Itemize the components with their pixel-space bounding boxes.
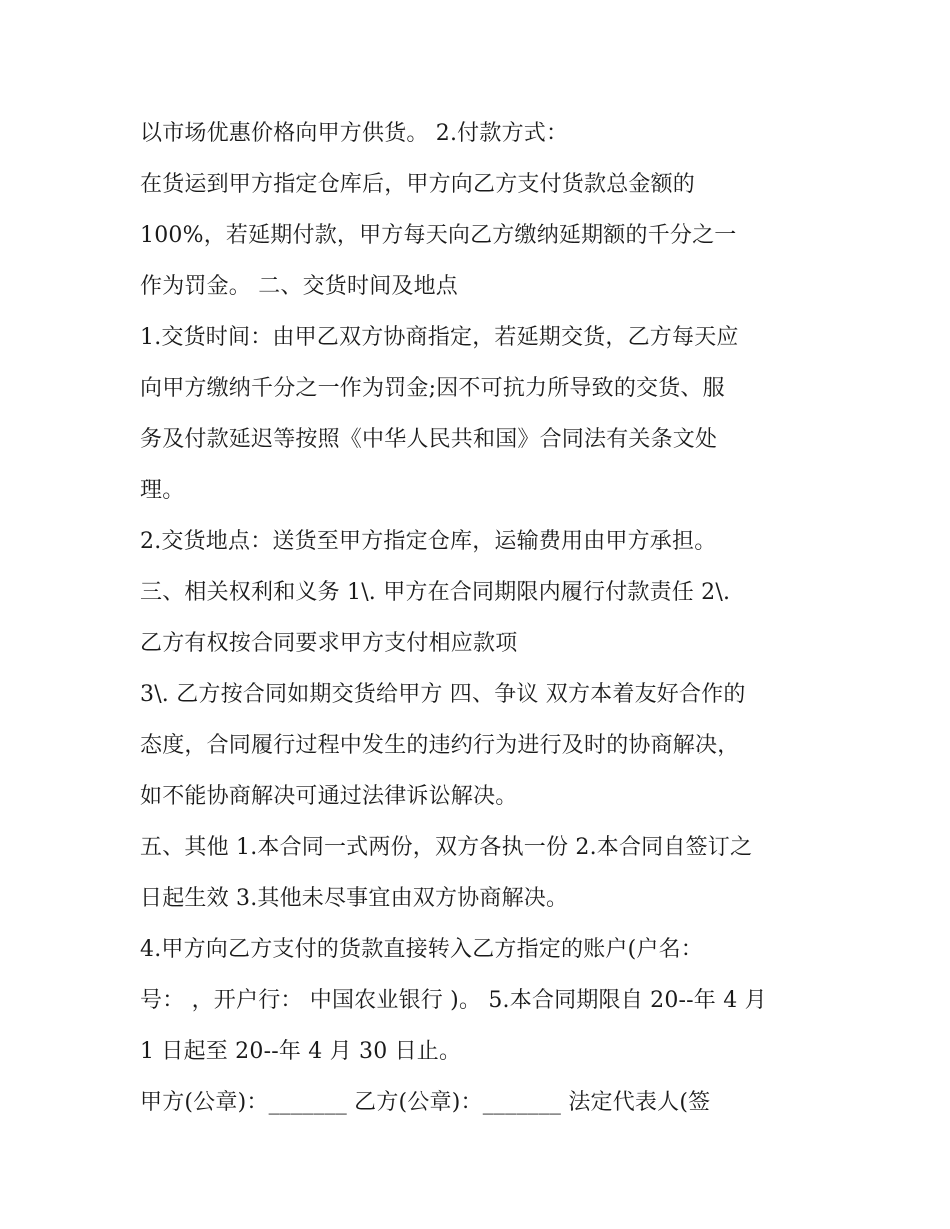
text-line: 五、其他 1.本合同一式两份，双方各执一份 2.本合同自签订之	[140, 835, 753, 860]
text-line: 乙方有权按合同要求甲方支付相应款项	[140, 631, 518, 656]
text-line: 向甲方缴纳千分之一作为罚金;因不可抗力所导致的交货、服	[140, 376, 725, 401]
text-line: 100%，若延期付款，甲方每天向乙方缴纳延期额的千分之一	[140, 223, 737, 248]
text-line: 作为罚金。 二、交货时间及地点	[140, 274, 458, 299]
text-line: 1.交货时间：由甲乙双方协商指定，若延期交货，乙方每天应	[140, 325, 739, 350]
text-line: 理。	[140, 478, 185, 503]
text-line: 态度，合同履行过程中发生的违约行为进行及时的协商解决，	[140, 733, 740, 758]
text-line: 三、相关权利和义务 1\. 甲方在合同期限内履行付款责任 2\.	[140, 580, 731, 605]
text-line: 以市场优惠价格向甲方供货。 2.付款方式：	[140, 121, 569, 146]
text-line: 3\. 乙方按合同如期交货给甲方 四、争议 双方本着友好合作的	[140, 682, 746, 707]
contract-body	[140, 108, 810, 1128]
text-line: 2.交货地点：送货至甲方指定仓库，运输费用由甲方承担。	[140, 529, 717, 554]
text-line: 在货运到甲方指定仓库后，甲方向乙方支付货款总金额的	[140, 172, 696, 197]
text-line: 号： ，开户行： 中国农业银行 )。 5.本合同期限自 20--年 4 月	[140, 988, 767, 1013]
text-line: 甲方(公章)：_______ 乙方(公章)：_______ 法定代表人(签	[140, 1090, 711, 1115]
text-line: 如不能协商解决可通过法律诉讼解决。	[140, 784, 518, 809]
text-line: 1 日起至 20--年 4 月 30 日止。	[140, 1039, 462, 1064]
text-line: 4.甲方向乙方支付的货款直接转入乙方指定的账户(户名：	[140, 937, 703, 962]
text-line: 日起生效 3.其他未尽事宜由双方协商解决。	[140, 886, 569, 911]
text-line: 务及付款延迟等按照《中华人民共和国》合同法有关条文处	[140, 427, 718, 452]
